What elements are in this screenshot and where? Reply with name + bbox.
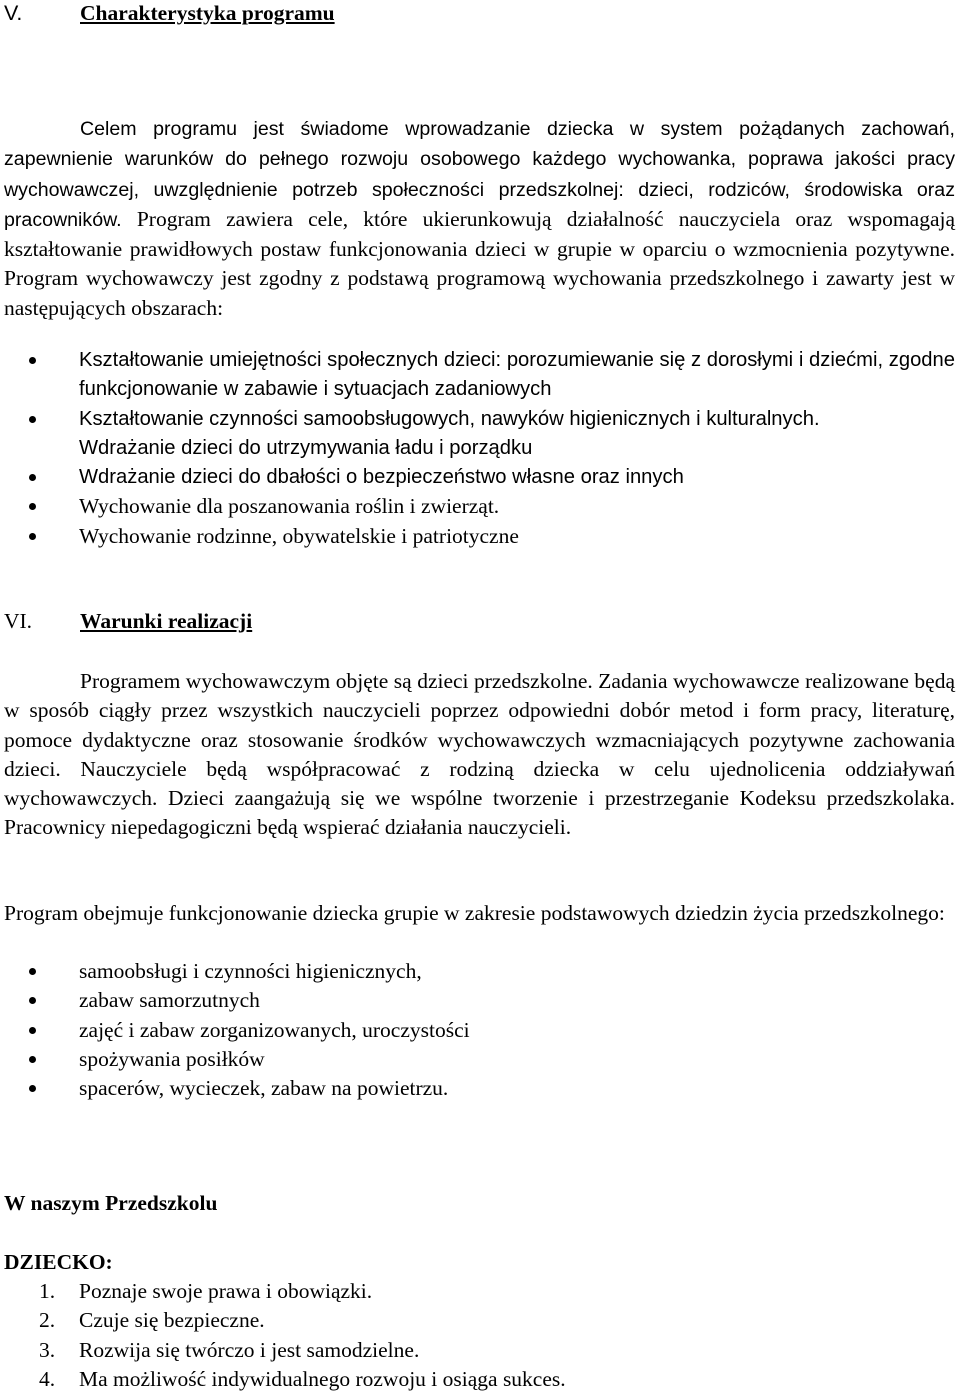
scope-paragraph: Program obejmuje funkcjonowanie dziecka grupie w zakresie podstawowych dziedzin życia przedszkolnego: — [4, 901, 945, 925]
list-item: 1. Poznaje swoje prawa i obowiązki. — [39, 1279, 373, 1303]
section-v-heading — [4, 0, 335, 28]
list-item: samoobsługi i czynności higienicznych, — [4, 957, 955, 986]
list-item: Wdrażanie dzieci do dbałości o bezpieczeństwo własne oraz innych — [4, 463, 955, 492]
section-vi-heading — [4, 607, 252, 636]
section-title: Charakterystyka programu — [80, 1, 335, 25]
section-number: VI. — [4, 609, 33, 633]
list-item: Wdrażanie dzieci do utrzymywania ładu i porządku — [79, 436, 533, 459]
list-item: Wychowanie dla poszanowania roślin i zwierząt. — [4, 492, 955, 521]
list-item: spożywania posiłków — [4, 1045, 955, 1074]
realization-paragraph: Programem wychowawczym objęte są dzieci przedszkolne. Zadania wychowawcze realizowane będą w sposób ciągły przez wszystkich nauczycieli poprzez odpowiedni dobór metod i form pracy, literaturę, pomoce dydaktyczne oraz stosowanie środków wychowawczych wzmacniających pozytywne zachowania dzieci. Nauczyciele będą współpracować z rodziną dziecka w celu ujednolicenia oddziaływań wychowawczych. Dzieci zaangażują się we wspólne tworzenie i przestrzeganie Kodeksu przedszkolaka. Pracownicy niepedagogiczni będą wspierać działania nauczycieli. — [4, 669, 955, 840]
list-item: spacerów, wycieczek, zabaw na powietrzu. — [4, 1074, 955, 1103]
list-item: 3. Rozwija się twórczo i jest samodzielne. — [39, 1337, 420, 1362]
list-item: zajęć i zabaw zorganizowanych, uroczystości — [4, 1016, 955, 1045]
list-item: Wychowanie rodzinne, obywatelskie i patriotyczne — [4, 522, 955, 551]
child-subheading: DZIECKO: — [4, 1250, 113, 1274]
list-item: Kształtowanie umiejętności społecznych dzieci: porozumiewanie się z dorosłymi i dziećmi, zgodne funkcjonowanie w zabawie i sytuacjach zadaniowych — [4, 346, 955, 405]
kindergarten-heading: W naszym Przedszkolu — [4, 1191, 218, 1215]
section-title: Warunki realizacji — [80, 609, 253, 633]
list-item: zabaw samorzutnych — [4, 986, 955, 1015]
child-list — [4, 1277, 566, 1394]
section-number: V. — [4, 1, 23, 25]
program-areas-list — [4, 346, 955, 551]
list-item: 4. Ma możliwość indywidualnego rozwoju i osiąga sukces. — [39, 1366, 566, 1391]
list-item: Kształtowanie czynności samoobsługowych, nawyków higienicznych i kulturalnych. — [4, 405, 955, 434]
list-item: 2. Czuje się bezpieczne. — [39, 1308, 265, 1333]
program-description-paragraph: Celem programu jest świadome wprowadzanie dziecka w system pożądanych zachowań, zapewnienie warunków do pełnego rozwoju osobowego każdego wychowanka, poprawa jakości pracy wychowawczej, uwzględnienie potrzeb społeczności przedszkolnej: dzieci, rodziców, środowiska oraz pracowników. Program zawiera cele, które ukierunkowują działalność nauczyciela oraz wspomagają kształtowanie prawidłowych postaw funkcjonowania dzieci w grupie w oparciu o wzmocnienia pozytywne. Program wychowawczy jest zgodny z podstawą programową wychowania przedszkolnego i zawarty jest w następujących obszarach: — [4, 118, 956, 320]
life-domains-list — [4, 957, 955, 1103]
